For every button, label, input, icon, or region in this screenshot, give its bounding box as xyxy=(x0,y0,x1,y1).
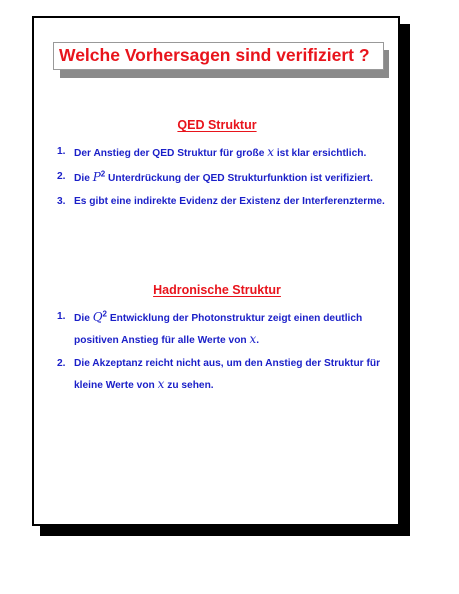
item-text: Es gibt eine indirekte Evidenz der Existenz der Interferenzterme. xyxy=(74,196,385,207)
slide-title: Welche Vorhersagen sind verifiziert ? xyxy=(53,42,384,70)
slide-frame xyxy=(32,16,400,526)
item-text: Die xyxy=(74,313,93,324)
math-p: P xyxy=(92,170,101,184)
item-number: 2. xyxy=(57,358,66,369)
item-text: Entwicklung der Photonstruktur zeigt einen deutlich positiven Anstieg für alle Werte von xyxy=(74,313,363,346)
math-x: x xyxy=(267,145,274,159)
section-heading-qed: QED Struktur xyxy=(177,118,257,132)
math-exponent: 2 xyxy=(100,169,106,179)
list-item xyxy=(57,192,387,212)
item-number: 1. xyxy=(57,146,66,157)
item-text: zu sehen. xyxy=(164,380,214,391)
item-text: ist klar ersichtlich. xyxy=(274,148,367,159)
math-x: x xyxy=(157,377,165,391)
section-heading-hadronic: Hadronische Struktur xyxy=(153,283,281,297)
hadronic-list xyxy=(57,307,387,396)
item-number: 3. xyxy=(57,196,66,207)
item-text: . xyxy=(256,335,260,346)
list-item xyxy=(57,142,387,164)
math-exponent: 2 xyxy=(102,309,107,319)
item-text: Die Akzeptanz reicht nicht aus, um den Anstieg der Struktur für kleine Werte von xyxy=(74,358,381,391)
item-text: Der Anstieg der QED Struktur für große xyxy=(74,148,268,159)
math-q: Q xyxy=(92,310,103,324)
list-item xyxy=(57,167,387,189)
list-item xyxy=(57,354,387,396)
qed-list xyxy=(57,142,387,212)
item-text: Unterdrückung der QED Strukturfunktion ist verifiziert. xyxy=(105,173,373,184)
list-item xyxy=(57,307,387,351)
item-number: 2. xyxy=(57,171,66,182)
item-number: 1. xyxy=(57,311,66,322)
item-text: Die xyxy=(74,173,93,184)
math-x: x xyxy=(249,332,257,346)
